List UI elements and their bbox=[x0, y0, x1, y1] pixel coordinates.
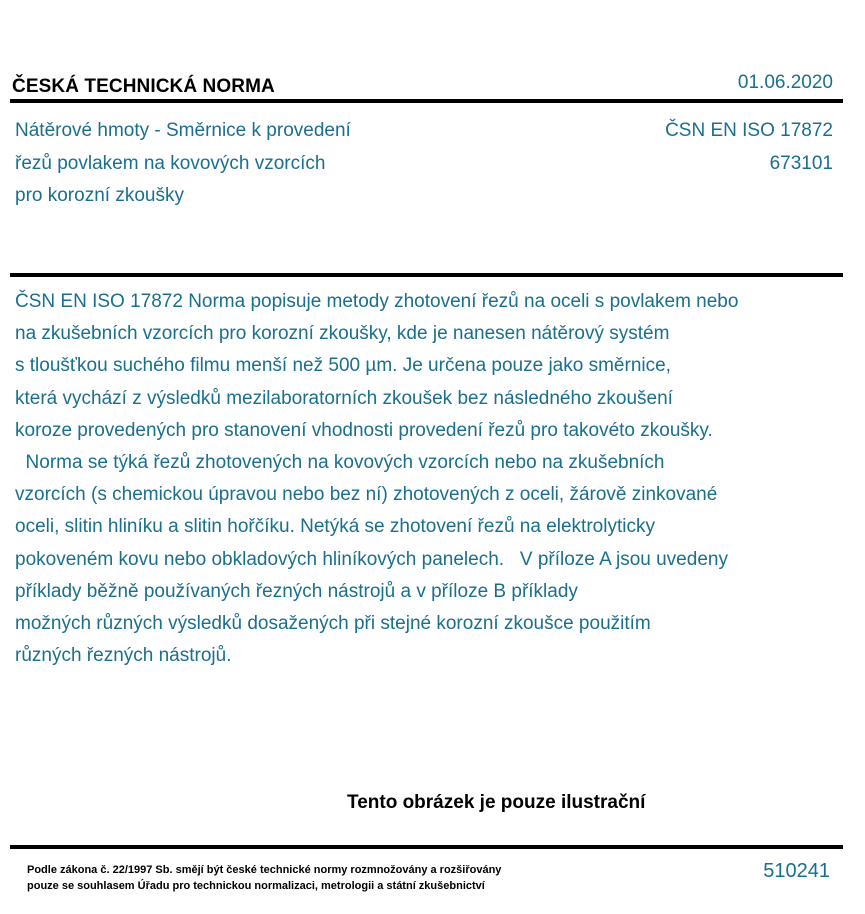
abstract-line: koroze provedených pro stanovení vhodnosti provedení řezů pro takovéto zkoušky. bbox=[15, 419, 713, 441]
subject-line: pro korozní zkoušky bbox=[15, 185, 184, 206]
legal-line: pouze se souhlasem Úřadu pro technickou normalizaci, metrologii a státní zkušebnictví bbox=[27, 880, 485, 892]
abstract-line: vzorcích (s chemickou úpravou nebo bez ní) zhotovených z oceli, žárově zinkované bbox=[15, 484, 718, 506]
abstract-line: ČSN EN ISO 17872 Norma popisuje metody zhotovení řezů na oceli s povlakem nebo bbox=[15, 291, 739, 312]
norm-subject bbox=[15, 115, 435, 213]
abstract-line: s tloušťkou suchého filmu menší než 500 µm. Je určena pouze jako směrnice, bbox=[15, 355, 671, 377]
norm-abstract bbox=[15, 286, 855, 672]
norm-title: ČESKÁ TECHNICKÁ NORMA bbox=[12, 76, 275, 97]
abstract-line: možných různých výsledků dosažených při stejné korozní zkoušce použitím bbox=[15, 613, 651, 635]
abstract-line: příklady běžně používaných řezných nástrojů a v příloze B příklady bbox=[15, 580, 578, 602]
legal-line: Podle zákona č. 22/1997 Sb. smějí být české technické normy rozmnožovány a rozšiřovány bbox=[27, 864, 502, 876]
abstract-line: Norma se týká řezů zhotovených na kovových vzorcích nebo na zkušebních bbox=[15, 452, 665, 474]
section-divider bbox=[10, 273, 843, 277]
standard-code: ČSN EN ISO 17872 bbox=[665, 120, 833, 141]
publication-date: 01.06.2020 bbox=[737, 72, 833, 93]
abstract-line: oceli, slitin hliníku a slitin hořčíku. Netýká se zhotovení řezů na elektrolyticky bbox=[15, 516, 655, 538]
illustration-note: Tento obrázek je pouze ilustrační bbox=[347, 792, 646, 813]
norm-codes bbox=[665, 115, 833, 180]
subject-line: Nátěrové hmoty - Směrnice k provedení bbox=[15, 120, 351, 141]
class-number: 673101 bbox=[769, 152, 833, 174]
abstract-line: na zkušebních vzorcích pro korozní zkoušky, kde je nanesen nátěrový systém bbox=[15, 323, 670, 345]
footer-divider bbox=[10, 845, 843, 849]
subject-line: řezů povlakem na kovových vzorcích bbox=[15, 152, 326, 174]
abstract-line: pokoveném kovu nebo obkladových hliníkových panelech. V příloze A jsou uvedeny bbox=[15, 548, 728, 570]
header-divider bbox=[10, 99, 843, 103]
legal-notice bbox=[27, 862, 501, 894]
abstract-line: různých řezných nástrojů. bbox=[15, 645, 232, 667]
abstract-line: která vychází z výsledků mezilaboratorních zkoušek bez následného zkoušení bbox=[15, 387, 673, 409]
footer-code: 510241 bbox=[763, 860, 830, 882]
